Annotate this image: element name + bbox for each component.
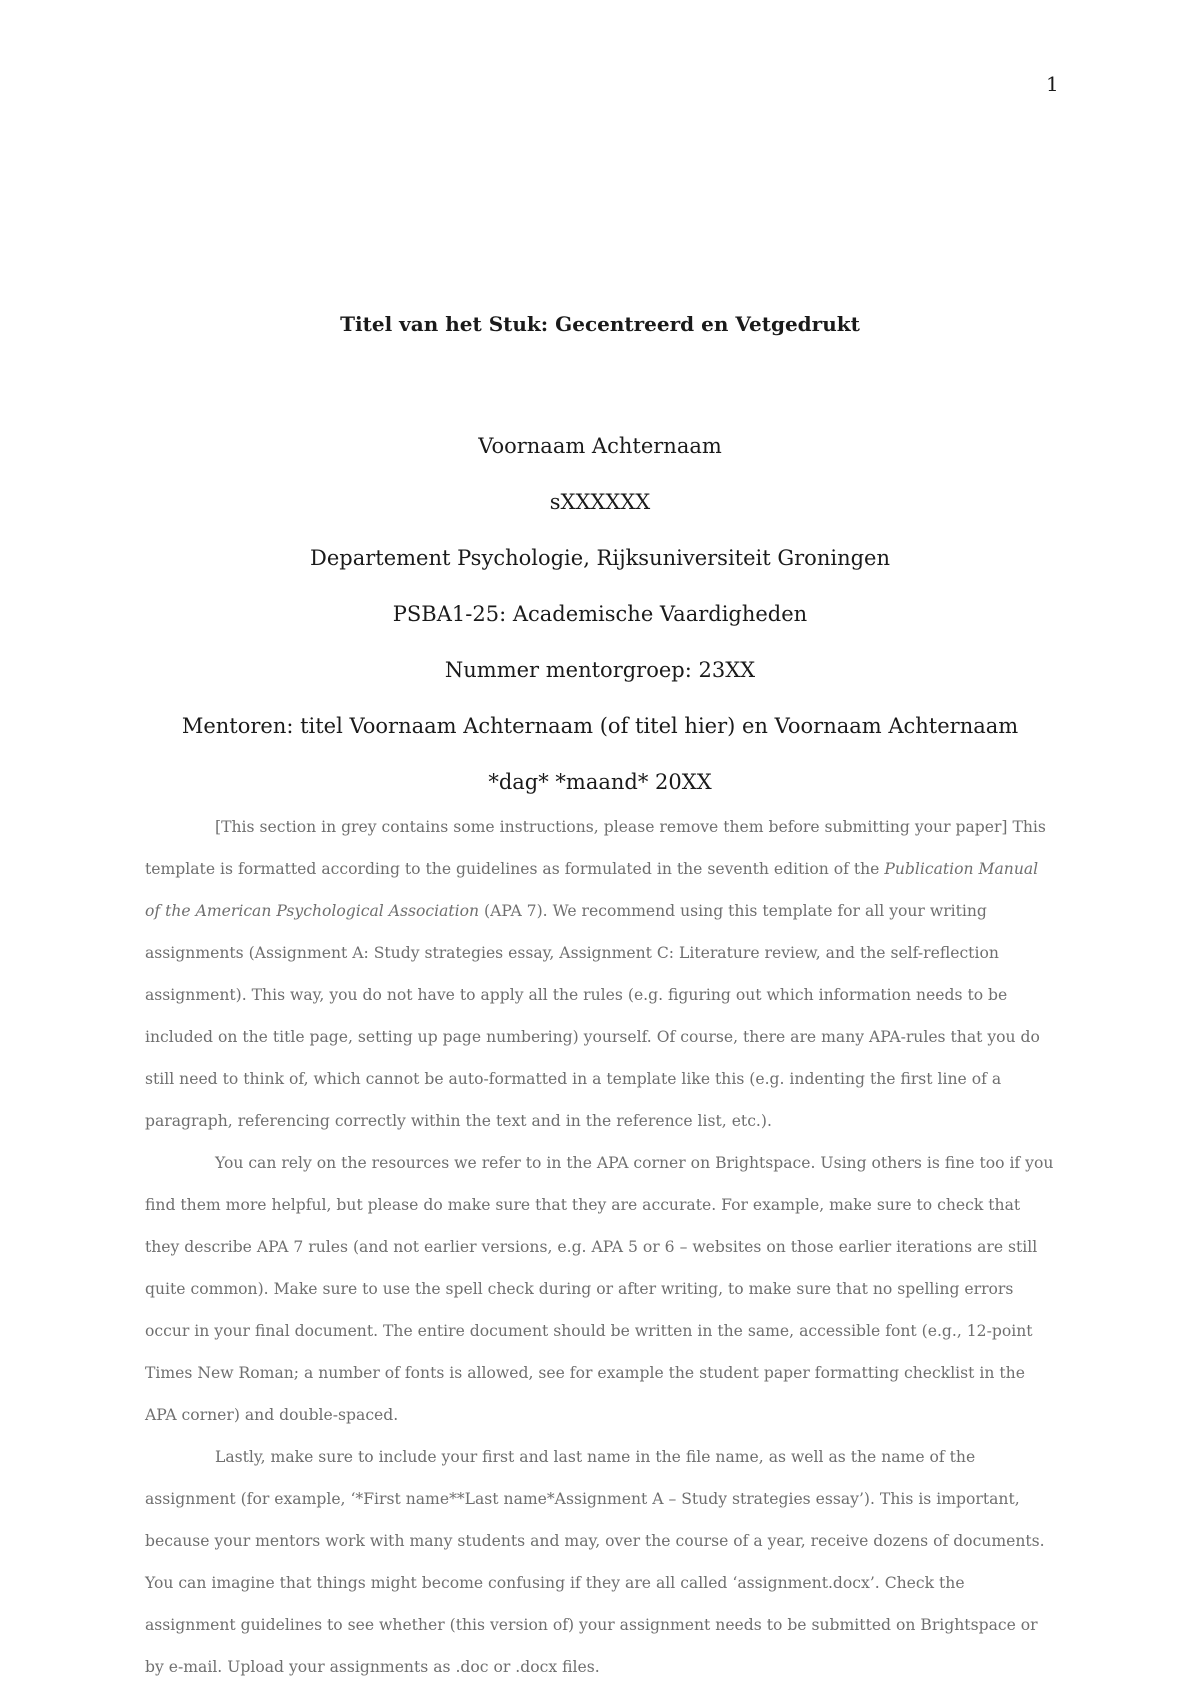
mentors: Mentoren: titel Voornaam Achternaam (of titel hier) en Voornaam Achternaam [181,714,1019,738]
student-number: sXXXXXX [549,490,651,514]
document-title: Titel van het Stuk: Gecentreerd en Vetgedrukt [340,312,860,336]
page-number: 1 [1046,72,1059,96]
date: *dag* *maand* 20XX [488,770,712,794]
course-name: PSBA1-25: Academische Vaardigheden [392,602,808,626]
instructions-paragraph-1 [145,806,1057,1142]
title-page-block [0,418,1200,810]
mentor-group: Nummer mentorgroep: 23XX [444,658,756,682]
instructions-p1-after: (APA 7). We recommend using this template for all your writing assignments (Assignment A: Study strategies essay, Assignment C: Literature review, and the self-reflection assignment). This way, you do not have to apply all the rules (e.g. figuring out which information needs to be included on the title page, setting up page numbering) yourself. Of course, there are many APA-rules that you do still need to think of, which cannot be auto-formatted in a template like this (e.g. indenting the first line of a paragraph, referencing correctly within the text and in the reference list, etc.). [145,902,1040,1130]
department-affiliation: Departement Psychologie, Rijksuniversiteit Groningen [310,546,890,570]
instructions-p1-before: [This section in grey contains some instructions, please remove them before submitting your paper] This template is formatted according to the guidelines as formulated in the seventh edition of the [145,818,1046,878]
author-name: Voornaam Achternaam [478,434,722,458]
instructions-paragraph-2: You can rely on the resources we refer to in the APA corner on Brightspace. Using others is fine too if you find them more helpful, but please do make sure that they are accurate. For example, make sure to check that they describe APA 7 rules (and not earlier versions, e.g. APA 5 or 6 – websites on those earlier iterations are still quite common). Make sure to use the spell check during or after writing, to make sure that no spelling errors occur in your final document. The entire document should be written in the same, accessible font (e.g., 12-point Times New Roman; a number of fonts is allowed, see for example the student paper formatting checklist in the APA corner) and double-spaced. [145,1154,1054,1424]
apa-manual-title: Publication Manual of the American Psychological Association [145,860,1039,920]
instructions-section [145,806,1057,1688]
instructions-paragraph-3: Lastly, make sure to include your first and last name in the file name, as well as the name of the assignment (for example, ‘*First name**Last name*Assignment A – Study strategies essay’). This is important, because your mentors work with many students and may, over the course of a year, receive dozens of documents. You can imagine that things might become confusing if they are all called ‘assignment.docx’. Check the assignment guidelines to see whether (this version of) your assignment needs to be submitted on Brightspace or by e-mail. Upload your assignments as .doc or .docx files. [145,1448,1045,1676]
